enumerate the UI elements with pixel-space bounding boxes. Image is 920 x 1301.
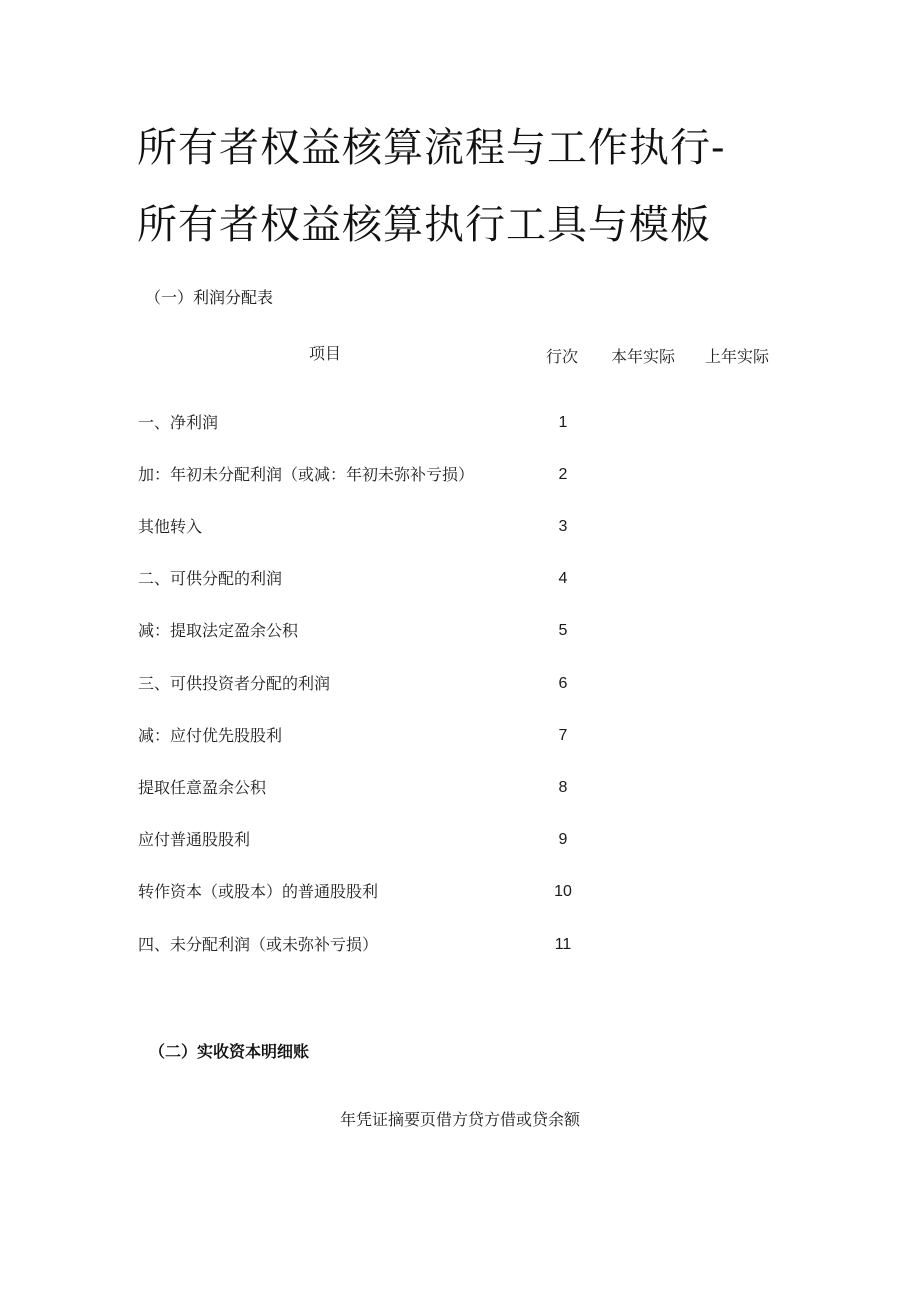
row-label: 其他转入 xyxy=(138,517,203,536)
table-row xyxy=(0,411,920,435)
table-row xyxy=(0,776,920,800)
row-number: 2 xyxy=(558,466,568,483)
column-header-current-year: 本年实际 xyxy=(611,347,676,366)
table-row xyxy=(0,828,920,852)
section-heading-paid-in-capital-ledger: （二）实收资本明细账 xyxy=(149,1042,310,1061)
ledger-column-headers: 年凭证摘要页借方贷方借或贷余额 xyxy=(339,1110,580,1129)
row-label: 一、净利润 xyxy=(138,413,219,432)
row-number: 10 xyxy=(554,883,572,900)
row-label: 转作资本（或股本）的普通股股利 xyxy=(138,882,379,901)
table-row xyxy=(0,567,920,591)
row-number: 9 xyxy=(558,831,568,848)
table-row xyxy=(0,880,920,904)
row-number: 7 xyxy=(558,727,568,744)
table-row xyxy=(0,672,920,696)
column-header-prior-year: 上年实际 xyxy=(705,347,770,366)
row-number: 4 xyxy=(558,570,568,587)
row-label: 四、未分配利润（或未弥补亏损） xyxy=(138,935,379,954)
row-number: 11 xyxy=(554,936,572,953)
table-row xyxy=(0,463,920,487)
column-header-item: 项目 xyxy=(309,344,342,363)
table-row xyxy=(0,724,920,748)
document-title-line-1: 所有者权益核算流程与工作执行- xyxy=(137,125,726,171)
row-label: 加：年初未分配利润（或减：年初未弥补亏损） xyxy=(138,465,475,484)
row-label: 三、可供投资者分配的利润 xyxy=(138,674,331,693)
row-label: 提取任意盈余公积 xyxy=(138,778,267,797)
row-number: 6 xyxy=(558,675,568,692)
document-title-line-2: 所有者权益核算执行工具与模板 xyxy=(137,202,711,248)
row-label: 减：提取法定盈余公积 xyxy=(138,621,299,640)
row-number: 3 xyxy=(558,518,568,535)
row-label: 二、可供分配的利润 xyxy=(138,569,283,588)
column-header-row-no: 行次 xyxy=(546,347,579,366)
row-number: 8 xyxy=(558,779,568,796)
row-number: 5 xyxy=(558,622,568,639)
section-heading-profit-distribution: （一）利润分配表 xyxy=(145,288,274,307)
row-number: 1 xyxy=(558,414,568,431)
row-label: 减：应付优先股股利 xyxy=(138,726,283,745)
table-row xyxy=(0,515,920,539)
row-label: 应付普通股股利 xyxy=(138,830,251,849)
table-row xyxy=(0,619,920,643)
table-row xyxy=(0,933,920,957)
